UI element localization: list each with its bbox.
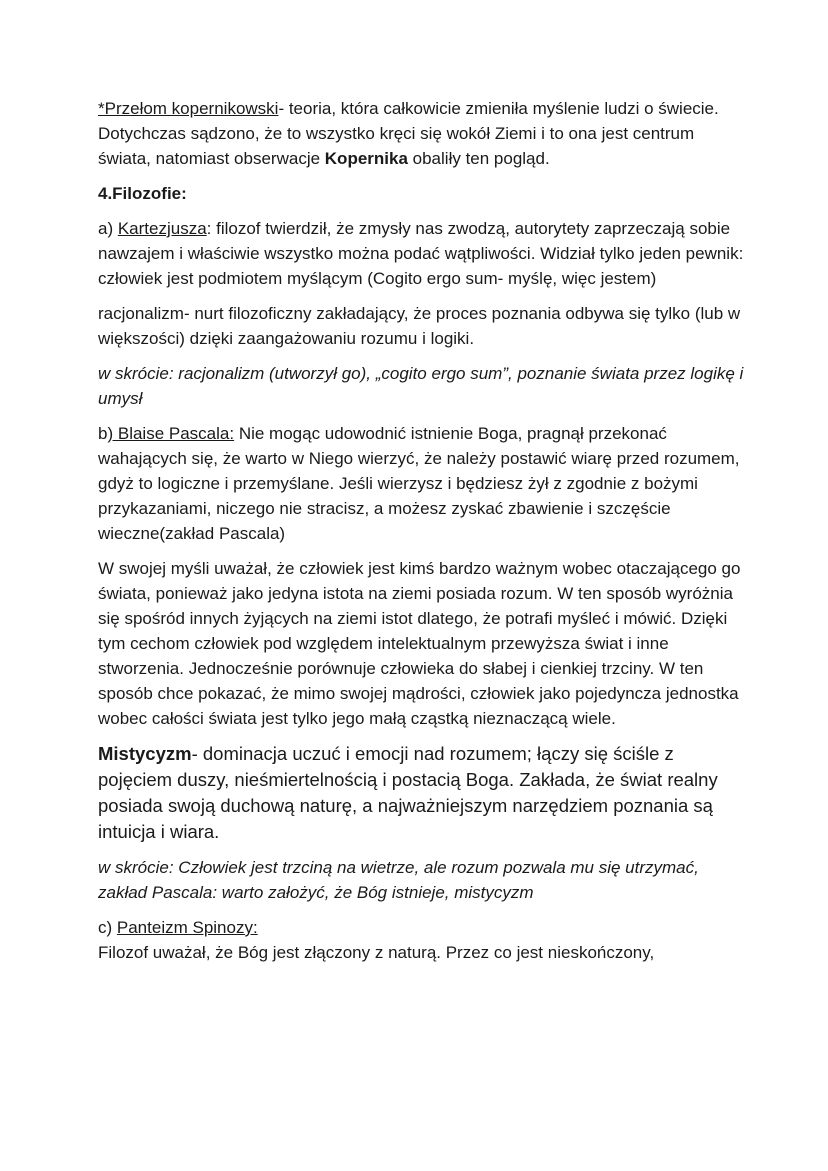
- spinoza-text: Filozof uważał, że Bóg jest złączony z naturą. Przez co jest nieskończony,: [98, 943, 655, 962]
- pascal-summary: w skrócie: Człowiek jest trzciną na wietrze, ale rozum pozwala mu się utrzymać, zakład Pascala: warto założyć, że Bóg istnieje, mistycyzm: [98, 858, 699, 902]
- spinoza-prefix: c): [98, 918, 117, 937]
- pascal-paragraph: [98, 421, 748, 546]
- descartes-prefix: a): [98, 219, 118, 238]
- descartes-summary: w skrócie: racjonalizm (utworzył go), „cogito ergo sum”, poznanie świata przez logikę i umysł: [98, 364, 744, 408]
- spinoza-title: Panteizm Spinozy:: [116, 918, 258, 937]
- pascal-title: ) Blaise Pascala:: [107, 424, 235, 443]
- mysticism-text: - dominacja uczuć i emocji nad rozumem; łączy się ściśle z pojęciem duszy, nieśmiertelnością i postacią Boga. Zakłada, że świat realny posiada swoją duchową naturę, a najważniejszym narzędziem poznania są intuicja i wiara.: [98, 743, 718, 842]
- descartes-title: Kartezjusza: [117, 219, 207, 238]
- mysticism-term: Mistycyzm: [98, 743, 192, 764]
- pascal-text: Nie mogąc udowodnić istnienie Boga, pragnął przekonać wahających się, że warto w Niego wierzyć, że należy postawić wiarę przed rozumem, gdyż to logiczne i przemyślane. Jeśli wierzysz i będziesz żył z zgodnie z bożymi przykazaniami, niczego nie stracisz, a możesz zyskać zbawienie i szczęście wieczne(zakład Pascala): [98, 424, 740, 543]
- copernicus-name: Kopernika: [324, 149, 408, 168]
- pascal-prefix: b: [98, 424, 108, 443]
- intro-text-b: obaliły ten pogląd.: [407, 149, 550, 168]
- intro-paragraph: [98, 96, 748, 171]
- intro-text-a: - teoria, która całkowicie zmieniła myślenie ludzi o świecie. Dotychczas sądzono, że to wszystko kręci się wokół Ziemi i to ona jest centrum świata, natomiast obserwacje: [98, 99, 719, 168]
- pascal-man-paragraph: W swojej myśli uważał, że człowiek jest kimś bardzo ważnym wobec otaczającego go świata, ponieważ jako jedyna istota na ziemi posiada rozum. W ten sposób wyróżnia się spośród innych żyjących na ziemi istot dlatego, że potrafi myśleć i mówić. Dzięki tym cechom człowiek pod względem intelektualnym przewyższa świat i inne stworzenia. Jednocześnie porównuje człowieka do słabej i cienkiej trzciny. W ten sposób chce pokazać, że mimo swojej mądrości, człowiek jako pojedyncza jednostka wobec całości świata jest tylko jego małą cząstką nieznaczącą wiele.: [98, 559, 741, 728]
- mysticism-paragraph: [98, 741, 748, 845]
- spinoza-heading: [98, 915, 748, 940]
- section-heading: 4.Filozofie:: [98, 184, 187, 203]
- copernican-revolution-term: *Przełom kopernikowski: [98, 99, 279, 118]
- descartes-text: : filozof twierdził, że zmysły nas zwodzą, autorytety zaprzeczają sobie nawzajem i właściwie wszystko można podać wątpliwości. Widział tylko jeden pewnik: człowiek jest podmiotem myślącym (Cogito ergo sum- myślę, więc jestem): [98, 219, 744, 288]
- descartes-paragraph: [98, 216, 748, 291]
- rationalism-paragraph: racjonalizm- nurt filozoficzny zakładający, że proces poznania odbywa się tylko (lub w większości) dzięki zaangażowaniu rozumu i logiki.: [98, 304, 741, 348]
